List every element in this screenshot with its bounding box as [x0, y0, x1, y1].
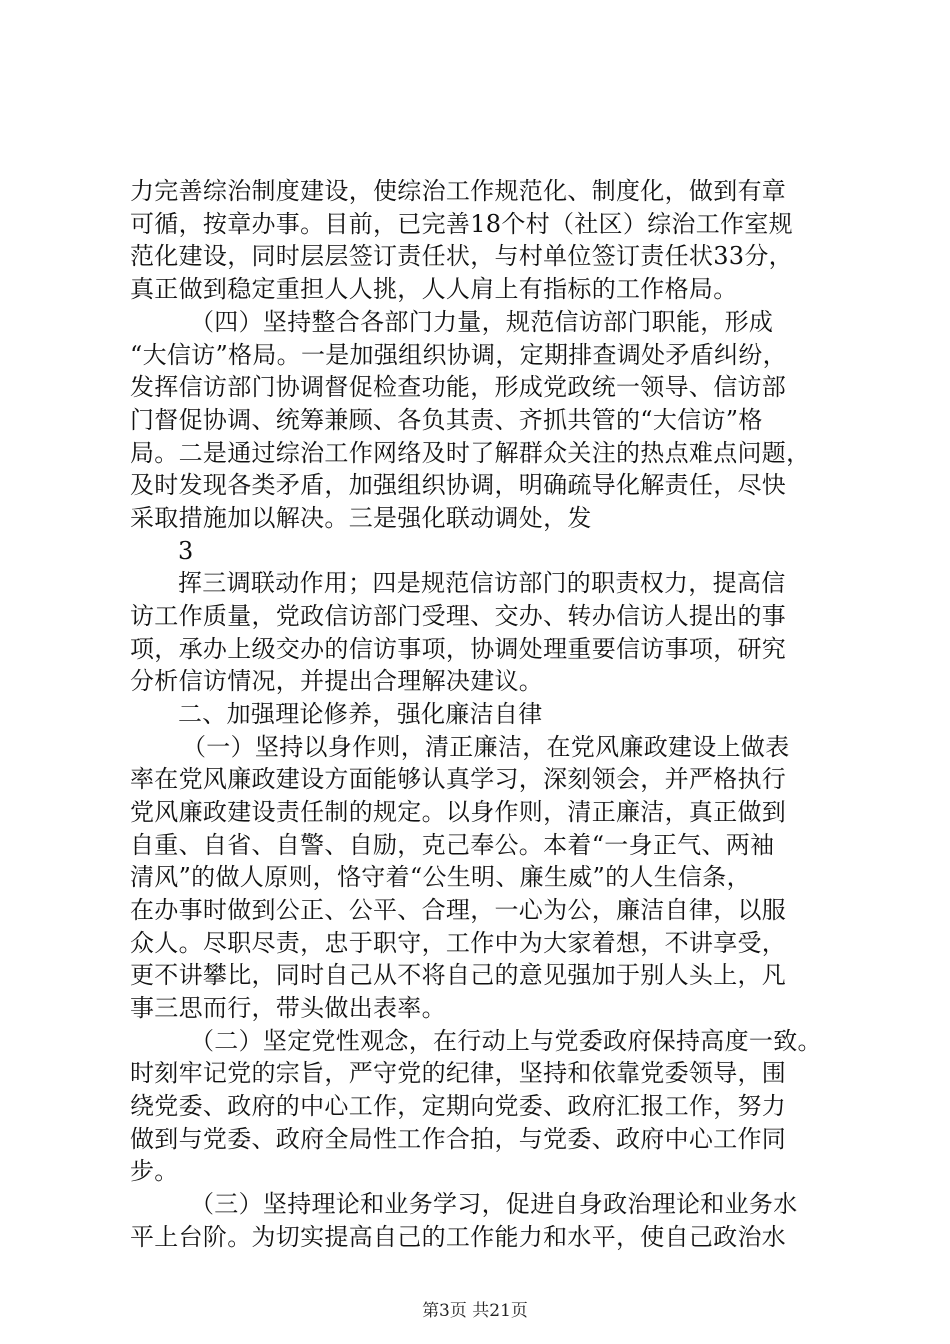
text-line: 门督促协调、统筹兼顾、各负其责、齐抓共管的“大信访”格: [130, 406, 763, 434]
text-line: 在办事时做到公正、公平、合理，一心为公，廉洁自律，以服: [130, 896, 787, 924]
paragraph-heading-2: （二）坚定党性观念，在行动上与党委政府保持高度一致。: [190, 1027, 822, 1055]
text-line: 绕党委、政府的中心工作，定期向党委、政府汇报工作，努力: [130, 1092, 787, 1120]
paragraph-heading-1: （一）坚持以身作则，清正廉洁，在党风廉政建设上做表: [182, 733, 790, 761]
text-line: 可循，按章办事。目前，已完善18个村（社区）综治工作室规: [130, 210, 793, 238]
text-line: 做到与党委、政府全局性工作合拍，与党委、政府中心工作同: [130, 1125, 787, 1153]
text-line: 访工作质量，党政信访部门受理、交办、转办信访人提出的事: [130, 602, 787, 630]
text-line: 范化建设，同时层层签订责任状，与村单位签订责任状33分，: [130, 242, 793, 270]
paragraph-heading-4: （四）坚持整合各部门力量，规范信访部门职能，形成: [190, 308, 774, 336]
text-line: 分析信访情况，并提出合理解决建议。: [130, 667, 544, 695]
text-line: 真正做到稳定重担人人挑，人人肩上有指标的工作格局。: [130, 275, 738, 303]
text-line: 步。: [130, 1157, 179, 1185]
text-line: 自重、自省、自警、自励，克己奉公。本着“一身正气、两袖: [130, 831, 775, 859]
text-line: “大信访”格局。一是加强组织协调，定期排查调处矛盾纠纷，: [130, 341, 787, 369]
text-line: 采取措施加以解决。三是强化联动调处，发: [130, 504, 592, 532]
text-line: 及时发现各类矛盾，加强组织协调，明确疏导化解责任，尽快: [130, 471, 787, 499]
text-line: 项，承办上级交办的信访事项，协调处理重要信访事项，研究: [130, 635, 787, 663]
text-line: 清风”的做人原则，恪守着“公生明、廉生威”的人生信条，: [130, 863, 751, 891]
page-footer: 第3页 共21页: [422, 1301, 528, 1321]
text-line: 发挥信访部门协调督促检查功能，形成党政统一领导、信访部: [130, 373, 787, 401]
text-line: 率在党风廉政建设方面能够认真学习，深刻领会，并严格执行: [130, 765, 787, 793]
text-line: 事三思而行，带头做出表率。: [130, 994, 446, 1022]
text-line: 挥三调联动作用；四是规范信访部门的职责权力，提高信: [178, 569, 786, 597]
inline-page-number: 3: [178, 537, 194, 565]
text-line: 党风廉政建设责任制的规定。以身作则，清正廉洁，真正做到: [130, 798, 787, 826]
text-line: 局。二是通过综治工作网络及时了解群众关注的热点难点问题，: [130, 439, 811, 467]
text-line: 更不讲攀比，同时自己从不将自己的意见强加于别人头上，凡: [130, 961, 787, 989]
section-heading-2: 二、加强理论修养，强化廉洁自律: [178, 700, 543, 728]
text-line: 平上台阶。为切实提高自己的工作能力和水平，使自己政治水: [130, 1223, 787, 1251]
text-line: 力完善综治制度建设，使综治工作规范化、制度化，做到有章: [130, 177, 787, 205]
paragraph-heading-3: （三）坚持理论和业务学习，促进自身政治理论和业务水: [190, 1190, 798, 1218]
text-line: 时刻牢记党的宗旨，严守党的纪律，坚持和依靠党委领导，围: [130, 1059, 787, 1087]
text-line: 众人。尽职尽责，忠于职守，工作中为大家着想，不讲享受，: [130, 929, 787, 957]
